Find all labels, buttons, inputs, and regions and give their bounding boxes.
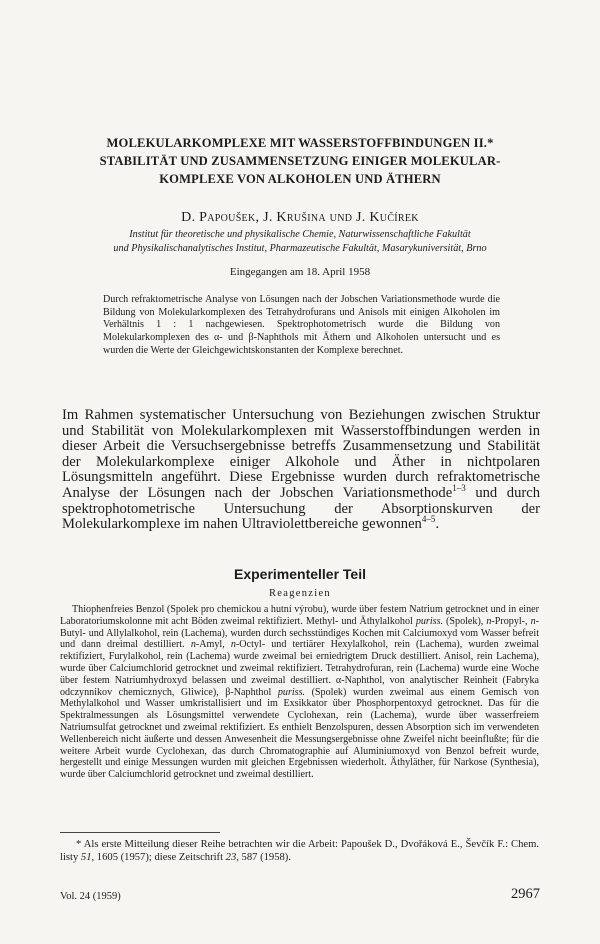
- reference-marker: 4–5: [421, 514, 436, 525]
- italic-term: puriss.: [415, 615, 444, 627]
- intro-text: .: [435, 516, 440, 533]
- italic-prefix: n: [230, 639, 236, 651]
- reagents-section: [60, 604, 539, 781]
- section-heading: Experimenteller Teil: [233, 566, 366, 582]
- body-text: Thiophenfreies Benzol (Spolek pro chemickou a hutní výrobu), wurde über festem Natrium getrocknet und in einer Laboratoriumskolonne mit acht Böden zweimal rektifiziert. Methyl- und Äthylalkohol: [60, 604, 539, 627]
- body-text: (Spolek) wurden zweimal aus einem Gemisch von Methylalkohol und Wasser umkristallisiert und im Exsikkator über Phosphorpentoxyd getrocknet. Das für die Spektralmessungen als Lösungsmittel verwendete Cyclohexan, rein (Lachema), wurde über wasserfreiem Natriumsulfat getrocknet und zweimal rektifiziert. Es enthielt Benzolspuren, dessen Absorption sich im verwendeten Wellenbereich nicht äußerte und dessen Anwesenheit die Messungsergebnisse ohne Zweifel nicht beeinflußte; für die weitere Arbeit wurde Cyclohexan, das durch Chromatographie auf Aluminiumoxyd von Benzol befreit wurde, hergestellt und einige Messungen wurden mit gleichen Ergebnissen wiederholt. Äthyläther, für Narkose (Synthesia), wurde über Calciumchlorid getrocknet und zweimal destilliert.: [60, 686, 539, 781]
- italic-prefix: n: [530, 615, 536, 627]
- body-text: -Propyl-,: [491, 615, 531, 627]
- title-line: KOMPLEXE VON ALKOHOLEN UND ÄTHERN: [159, 172, 441, 186]
- intro-text: Im Rahmen systematischer Untersuchung von Beziehungen zwischen Struktur und Stabilität von Molekularkomplexen mit Wasserstoffbindungen werden in dieser Arbeit die Versuchsergebnisse betreffs Zusammensetzung und Stabilität der Molekularkomplexe einiger Alkohole und Äther in nichtpolaren Lösungsmitteln angeführt. Diese Ergebnisse wurden durch refraktometrische Analyse der Lösungen nach der Jobschen Variationsmethode: [62, 407, 540, 501]
- article-title: [60, 134, 540, 188]
- subsection-heading: Reagenzien: [269, 588, 331, 599]
- body-paragraph: [60, 604, 539, 781]
- journal-volume: Vol. 24 (1959): [60, 891, 121, 902]
- volume-number: 23: [225, 852, 237, 863]
- footnote-part: , 1605 (1957); diese Zeitschrift: [91, 852, 226, 863]
- footnote-part: * Als erste Mitteilung dieser Reihe betrachten wir die Arbeit: Papoušek D., Dvořáková E., Ševčík F.: Chem. listy: [60, 839, 539, 863]
- reference-marker: 1–3: [452, 483, 466, 494]
- title-line: MOLEKULARKOMPLEXE MIT WASSERSTOFFBINDUNGEN II.*: [106, 136, 494, 150]
- italic-prefix: n: [486, 615, 492, 627]
- body-text: (Spolek),: [443, 615, 487, 627]
- italic-term: puriss.: [277, 686, 306, 698]
- footnote-text: [60, 838, 539, 864]
- affiliation-line: Institut für theoretische und physikalische Chemie, Naturwissenschaftliche Fakultät: [129, 229, 471, 240]
- italic-prefix: n: [190, 639, 196, 651]
- body-text: -Octyl- und tertiärer Hexylalkohol, rein (Lachema), wurden zweimal rektifiziert, Furylalkohol, rein (Lachema) wurde zweimal bei erniedrigtem Druck destilliert. Anisol, rein Lachema), wurde über Calciumchlorid getrocknet und zweimal rektifiziert. Tetrahydrofuran, rein (Lachema) wurde eine Woche über festem Natriumhydroxyd belassen und zweimal destilliert. α-Naphthol, von analytischer Reinheit (Fabryka odczynnikov chemicznych, Gliwice), β-Naphthol: [60, 639, 539, 698]
- intro-text: und durch spektrophotometrische Untersuchung der Absorptionskurven der Molekularkomplexe im nahen Ultraviolettbereiche gewonnen: [62, 484, 540, 533]
- introduction-paragraph: [62, 408, 540, 533]
- abstract: Durch refraktometrische Analyse von Lösungen nach der Jobschen Variationsmethode wurde die Bildung von Molekularkomplexen des Tetrahydrofurans und Anisols mit einigen Alkoholen im Verhältnis 1 : 1 nachgewiesen. Spektrophotometrisch wurde die Bildung von Molekularkomplexen des α- und β-Naphthols mit Äthern und Alkoholen untersucht und es wurden die Werte der Gleichgewichtskonstanten der Komplexe berechnet.: [103, 294, 500, 356]
- affiliation-line: und Physikalischanalytisches Institut, Pharmazeutische Fakultät, Masarykuniversität, Brno: [113, 242, 487, 254]
- footnote-part: , 587 (1958).: [236, 852, 291, 863]
- received-date: Eingegangen am 18. April 1958: [229, 266, 371, 278]
- footnote: [60, 838, 539, 864]
- volume-number: 51: [80, 852, 92, 863]
- footnote-separator: [60, 832, 220, 833]
- authors: D. Papoušek, J. Krušina und J. Kučírek: [181, 210, 419, 225]
- page-number: 2967: [511, 886, 540, 902]
- title-line: STABILITÄT UND ZUSAMMENSETZUNG EINIGER MOLEKULAR-: [99, 154, 501, 168]
- affiliation: [56, 228, 544, 255]
- body-text: -Butyl- und Allylalkohol, rein (Lachema), wurden durch sechsstündiges Kochen mit Calciumoxyd vom Wasser befreit und dann dreimal destilliert.: [60, 615, 539, 651]
- body-text: -Amyl,: [195, 639, 231, 651]
